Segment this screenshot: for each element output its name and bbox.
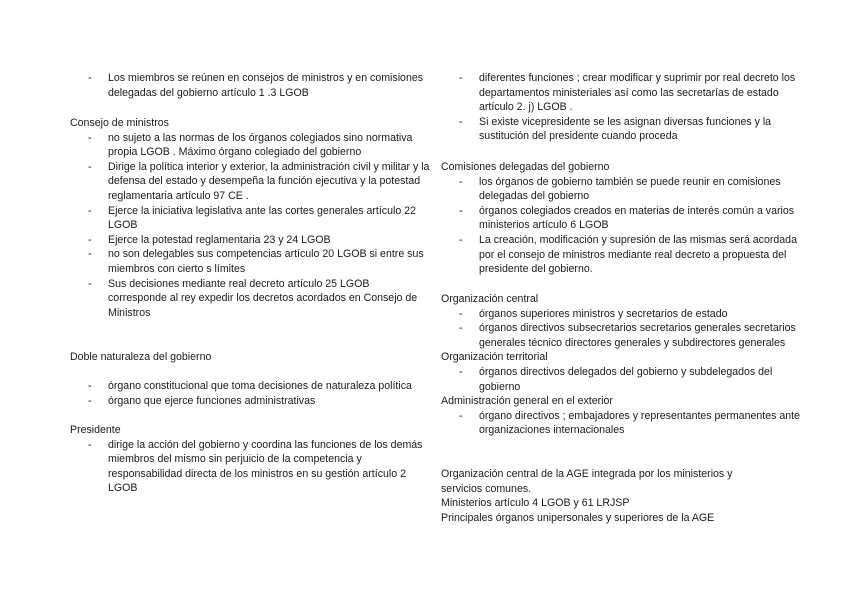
section-heading: Consejo de ministros	[70, 117, 169, 129]
list-item: - diferentes funciones ; crear modificar y suprimir por real decreto los departamentos ministeriales así como las secretarías de estado artículo 2. j) LGOB .	[459, 72, 796, 114]
section-comisiones	[441, 160, 801, 277]
list-item: - órganos directivos subsecretarios secretarios generales secretarios generales técnico directores generales y subdirectores generales	[459, 322, 796, 349]
list-item: - Sus decisiones mediante real decreto artículo 25 LGOB corresponde al rey expedir los decretos acordados en Consejo de Ministros	[88, 277, 418, 319]
doble-naturaleza-list	[70, 379, 430, 408]
section-heading: Presidente	[70, 424, 121, 436]
ministerios-line: Ministerios artículo 4 LGOB y 61 LRJSP	[441, 497, 630, 510]
principales-line: Principales órganos unipersonales y superiores de la AGE	[441, 511, 715, 524]
list-item: - órganos superiores ministros y secretarios de estado	[459, 307, 728, 320]
list-item: - órgano directivos ; embajadores y representantes permanentes ante organizaciones internacionales	[459, 409, 800, 437]
intro-list-left	[70, 71, 430, 100]
list-item: - órgano constitucional que toma decisiones de naturaleza política	[88, 380, 412, 392]
list-item: - dirige la acción del gobierno y coordina las funciones de los demás miembros del mismo sin perjuicio de la competencia y responsabilidad directa de los ministros en su gestión artículo 2 LGOB	[88, 438, 430, 495]
list-item: - órganos directivos delegados del gobierno y subdelegados del gobierno	[459, 365, 773, 393]
section-heading: Comisiones delegadas del gobierno	[441, 161, 610, 173]
section-heading: Doble naturaleza del gobierno	[70, 351, 212, 363]
section-heading: Organización territorial	[441, 351, 548, 364]
age-text-line: Organización central de la AGE integrada por los ministerios y	[441, 468, 733, 480]
list-item: - los órganos de gobierno también se puede reunir en comisiones delegadas del gobierno	[459, 175, 781, 203]
list-item: - Dirige la política interior y exterior, la administración civil y militar y la defensa del estado y desempeña la función ejecutiva y la potestad reglamentaria artículo 97 CE .	[88, 160, 430, 202]
list-item: - órgano que ejerce funciones administrativas	[88, 394, 316, 407]
list-item: - órganos colegiados creados en materias de interés común a varios ministerios artículo 6 LGOB	[459, 204, 795, 232]
section-doble-naturaleza	[70, 350, 430, 365]
section-heading: Administración general en el exterior	[441, 395, 613, 408]
closing-paragraph	[441, 467, 801, 525]
intro-list-right	[441, 71, 801, 144]
list-item: - La creación, modificación y supresión de las mismas será acordada por el consejo de ministros mediante real decreto a propuesta del presidente del gobierno.	[459, 233, 797, 276]
age-text-line: servicios comunes.	[441, 482, 532, 495]
section-organizacion-central	[441, 292, 801, 438]
section-heading: Organización central	[441, 293, 539, 305]
list-item: - Ejerce la potestad reglamentaria 23 y 24 LGOB	[88, 233, 331, 246]
list-item: - no sujeto a las normas de los órganos colegiados sino normativa propia LGOB . Máximo órgano colegiado del gobierno	[88, 131, 413, 159]
section-presidente	[70, 423, 430, 496]
list-item: - Si existe vicepresidente se les asignan diversas funciones y la sustitución del presidente cuando proceda	[459, 115, 772, 143]
list-item: - no son delegables sus competencias artículo 20 LGOB si entre sus miembros con cierto s límites	[88, 248, 424, 275]
list-item: - Ejerce la iniciativa legislativa ante las cortes generales artículo 22 LGOB	[88, 204, 416, 232]
section-consejo	[70, 116, 430, 320]
list-item: - Los miembros se reúnen en consejos de ministros y en comisiones delegadas del gobierno artículo 1 .3 LGOB	[88, 72, 424, 99]
